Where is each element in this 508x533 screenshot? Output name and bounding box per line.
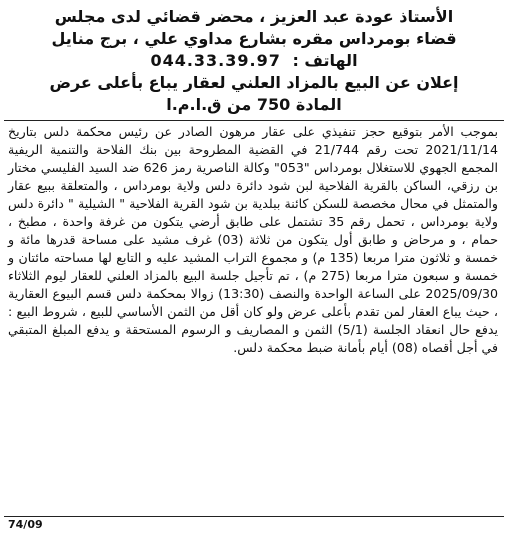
phone-line xyxy=(12,50,496,72)
phone-label: الهاتف : xyxy=(292,51,358,70)
bailiff-address-line: قضاء بومرداس مقره بشارع مداوي علي ، برج منايل xyxy=(51,29,457,48)
notice-reference-code: 74/09 xyxy=(8,518,43,531)
legal-notice xyxy=(4,6,504,516)
bailiff-name-line: الأستاذ عودة عبد العزيز ، محضر قضائي لدى مجلس xyxy=(54,7,454,26)
notice-title-main: إعلان عن البيع بالمزاد العلني لعقار يباع بأعلى عرض xyxy=(49,73,459,92)
phone-number: 044.33.39.97 xyxy=(150,51,281,70)
bailiff-header xyxy=(4,6,504,72)
title-divider xyxy=(4,120,504,121)
notice-title xyxy=(4,72,504,116)
notice-title-article: المادة 750 من ق.ا.م.ا xyxy=(166,95,342,114)
footer-divider xyxy=(4,516,504,517)
notice-body: بموجب الأمر بتوقيع حجز تنفيذي على عقار مرهون الصادر عن رئيس محكمة دلس بتاريخ 2021/11/14 تحت رقم 21/744 في القضية المطروحة بين بنك الفلاحة والتنمية الريفية المجمع الجهوي للاستغلال بومرداس "053" وكالة الناصرية رمز 626 ضد السيد الفليسي مختار بن رزقي، الساكن بالقرية الفلاحية لبن شود دائرة دلس ولاية بومرداس ، والمتعلقة ببيع عقار والمتمثل في محال مخصصة للسكن كائنة ببلدية بن شود القرية الفلاحية " الشيلية " دائرة دلس ولاية بومرداس ، تحمل رقم 35 تشتمل على طابق أرضي يتكون من غرفة واحدة ، مطبخ ، حمام ، و مرحاض و طابق أول يتكون من ثلاثة (03) غرف مشيد على مساحة قدرها مائة و خمسة و ثلاثون مترا مربعا (135 م) و مجموع التراب المشيد عليه و التابع لها مساحته مائتان و خمسة و سبعون مترا مربعا (275 م) ، تم تأجيل جلسة البيع بالمزاد العلني للعقار ليوم الثلاثاء 2025/09/30 على الساعة الواحدة والنصف (13:30) زوالا بمحكمة دلس قسم البيوع العقارية ، حيث يباع العقار لمن تقدم بأعلى عرض ولو كان أقل من الثمن الأساسي للبيع ، شروط البيع : يدفع حال انعقاد الجلسة (5/1) الثمن و المصاريف و الرسوم المستحقة و يدفع المبلغ المتبقي في أجل أقصاه (08) أيام بأمانة ضبط محكمة دلس. xyxy=(8,124,499,355)
